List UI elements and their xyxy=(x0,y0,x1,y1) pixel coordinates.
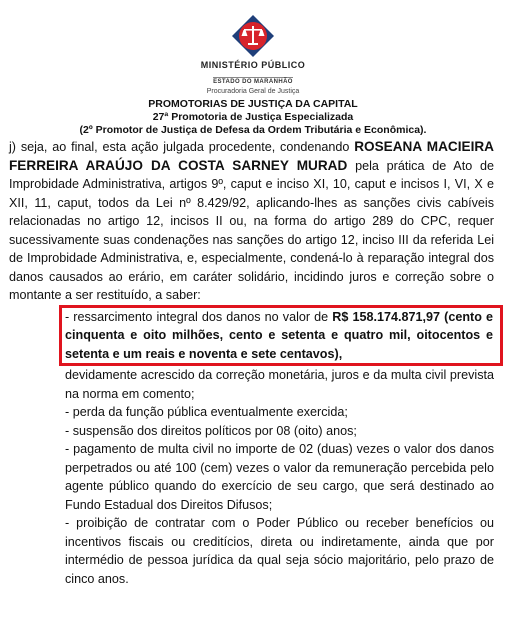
mp-emblem-icon xyxy=(231,14,275,58)
org-unit: Procuradoria Geral de Justiça xyxy=(206,88,300,95)
damages-prefix: - ressarcimento integral dos danos no valor de xyxy=(65,309,333,324)
sanction-item: - pagamento de multa civil no importe de 02 (duas) vezes o valor dos danos perpetrados ou até 100 (cem) vezes o valor da remuneração percebida pelo agente público quando do exercício de seu cargo, que será destinado ao Fundo Estadual dos Direitos Difusos; xyxy=(65,442,494,512)
damages-amount-words: (cento e cinquenta e oito milhões, cento e setenta e quatro mil, oitocentos e setenta e um reais e noventa e sete centavos) xyxy=(65,309,494,361)
sanctions-list xyxy=(65,305,494,589)
damages-tail: , xyxy=(338,346,343,361)
document-body xyxy=(9,138,494,588)
damages-item xyxy=(65,308,493,364)
sanction-item: - perda da função pública eventualmente exercida; xyxy=(65,405,348,419)
logo-block xyxy=(0,14,506,95)
damages-amount: R$ 158.174.871,97 xyxy=(332,309,441,324)
header-line-3: (2º Promotor de Justiça de Defesa da Ordem Tributária e Econômica). xyxy=(79,124,427,136)
sanction-item: - proibição de contratar com o Poder Público ou receber benefícios ou incentivos fiscais ou creditícios, direta ou indiretamente, ainda que por intermédio de pessoa jurídica da qual seja sócio majoritário, pelo prazo de cinco anos. xyxy=(65,516,494,586)
damages-continuation: devidamente acrescido da correção monetária, juros e da multa civil prevista na norma em comento; xyxy=(65,368,494,401)
intro-prefix: j) seja, ao final, esta ação julgada procedente, condenando xyxy=(9,140,355,154)
header-line-2: 27ª Promotoria de Justiça Especializada xyxy=(152,111,354,123)
org-state: ESTADO DO MARANHÃO xyxy=(213,79,293,85)
intro-text: pela prática de Ato de Improbidade Administrativa, artigos 9º, caput e inciso XI, 10, caput e incisos I, VI, X e XII, 11, caput, todos da Lei nº 8.429/92, aplicando-lhes as sanções civis cabíveis relacionadas no artigo 12, incisos II ou, na forma do artigo 289 do CPC, requer sucessivamente suas condenações nas sanções do artigo 12, inciso III da referida Lei de Improbidade Administrativa, e, especialmente, condená-lo à reparação integral dos danos causados ao erário, em caráter solidário, incidindo juros e correção sobre o montante a ser restituído, a saber: xyxy=(9,158,494,302)
sanction-item: - suspensão dos direitos políticos por 08 (oito) anos; xyxy=(65,423,357,438)
intro-paragraph xyxy=(9,138,494,305)
defendant-name: ROSEANA MACIEIRA FERREIRA ARAÚJO DA COSTA SARNEY MURAD xyxy=(9,139,494,173)
org-name: MINISTÉRIO PÚBLICO xyxy=(200,60,306,70)
document-header xyxy=(0,98,506,137)
header-line-1: PROMOTORIAS DE JUSTIÇA DA CAPITAL xyxy=(148,98,358,110)
highlight-box xyxy=(59,305,503,367)
